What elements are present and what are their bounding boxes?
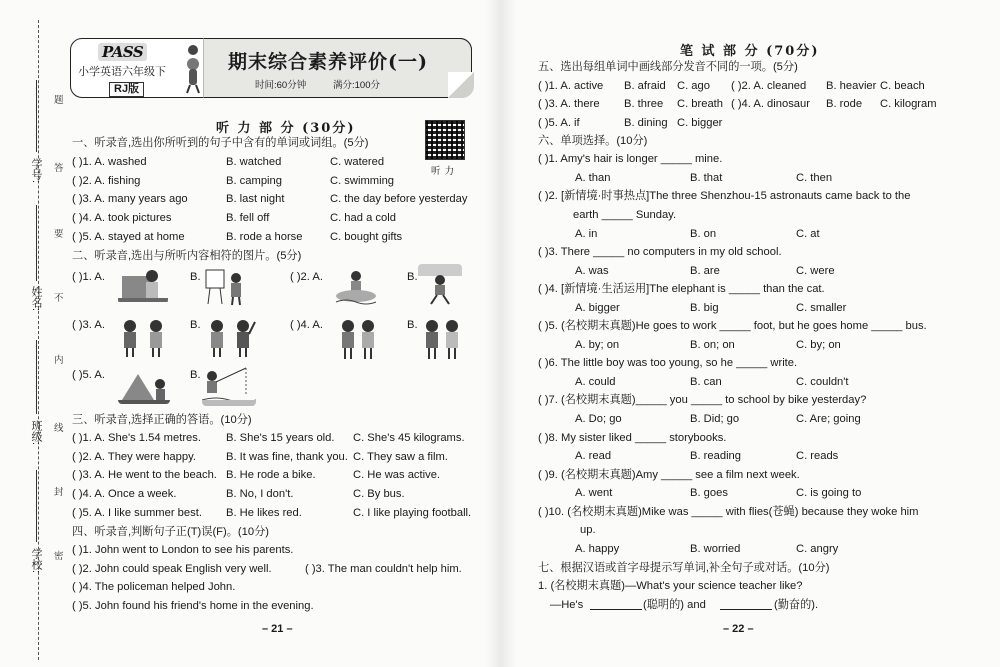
mc-question[interactable]: ( )2. [新情境·时事热点]The three Shenzhou-15 astronauts came back to the <box>538 190 911 202</box>
fill-answer-prefix: —He's <box>550 599 584 611</box>
option-c: C. then <box>796 172 833 184</box>
picture-girl-running[interactable] <box>418 264 462 306</box>
question-number[interactable]: ( )1. A. She's 1.54 metres. <box>72 432 201 444</box>
section-4-heading: 四、听录音,判断句子正(T)误(F)。(10分) <box>72 526 270 538</box>
tf-question[interactable]: ( )4. The policeman helped John. <box>72 581 236 593</box>
exam-score: 满分:100分 <box>333 80 380 91</box>
school-label: 学校: <box>30 548 42 574</box>
option-b: B. rode a horse <box>226 231 303 243</box>
picture-boy-swimming[interactable] <box>334 266 380 306</box>
answer-blank-2[interactable] <box>720 609 772 610</box>
mc-question-cont: up. <box>580 524 596 536</box>
school-blank[interactable] <box>36 470 37 542</box>
option-b: B. on <box>690 228 717 240</box>
picture-two-boys[interactable] <box>336 318 382 360</box>
option-a: A. bigger <box>575 302 620 314</box>
fill-question: 1. (名校期末真题)—What's your science teacher like? <box>538 580 803 592</box>
page-number-left: – 21 – <box>262 623 293 635</box>
question-number[interactable]: ( )1. A. washed <box>72 156 147 168</box>
option-a: A. Do; go <box>575 413 622 425</box>
mc-question-cont: earth _____ Sunday. <box>573 209 677 221</box>
question-number[interactable]: ( )4. A. <box>290 319 323 331</box>
qr-label: 听力 <box>431 166 459 177</box>
option-b-label: B. <box>190 319 201 331</box>
tf-question[interactable]: ( )2. John could speak English very well. <box>72 563 272 575</box>
option-c: C. watered <box>330 156 385 168</box>
option-c: C. couldn't <box>796 376 849 388</box>
exam-title: 期末综合素养评价(一) <box>228 51 428 73</box>
option-b: B. on; on <box>690 339 735 351</box>
mc-question[interactable]: ( )7. (名校期末真题)_____ you _____ to school by bike yesterday? <box>538 394 867 406</box>
option-b: B. fell off <box>226 212 270 224</box>
margin-char: 线 <box>54 423 64 434</box>
question-number[interactable]: ( )5. A. I like summer best. <box>72 507 202 519</box>
tf-question[interactable]: ( )3. The man couldn't help him. <box>305 563 462 575</box>
picture-children-talking[interactable] <box>118 318 170 358</box>
margin-char: 题 <box>54 95 64 106</box>
option-c: C. is going to <box>796 487 862 499</box>
mc-question[interactable]: ( )4. [新情境·生活运用]The elephant is _____ than the cat. <box>538 283 825 295</box>
option-b: B. big <box>690 302 719 314</box>
option-c: C. swimming <box>330 175 395 187</box>
option-b: B. that <box>690 172 723 184</box>
hint-smart: (聪明的) and <box>643 599 706 611</box>
margin-char: 密 <box>54 551 64 562</box>
option-b: B. worried <box>690 543 741 555</box>
question-number[interactable]: ( )2. A. They were happy. <box>72 451 196 463</box>
section-6-heading: 六、单项选择。(10分) <box>538 135 648 147</box>
option-c: C. Are; going <box>796 413 861 425</box>
page-curl-decoration <box>448 72 474 98</box>
option-c: C. He was active. <box>353 469 441 481</box>
name-label: 姓名: <box>30 286 42 312</box>
name-blank[interactable] <box>36 205 37 281</box>
option-c: C. by; on <box>796 339 841 351</box>
option-b: B. No, I don't. <box>226 488 294 500</box>
section-1-heading: 一、听录音,选出你所听到的句子中含有的单词或词组。(5分) <box>72 137 369 149</box>
hint-hardworking: (勤奋的). <box>774 599 819 611</box>
id-label: 学号: <box>30 158 42 184</box>
listening-section-title: 听 力 部 分 (30分) <box>216 121 356 136</box>
question-number[interactable]: ( )2. A. fishing <box>72 175 141 187</box>
pass-logo: PASS <box>98 43 147 61</box>
option-a: A. went <box>575 487 613 499</box>
mc-question[interactable]: ( )9. (名校期末真题)Amy _____ see a film next week. <box>538 469 800 481</box>
margin-char: 要 <box>54 229 64 240</box>
picture-boy-girl[interactable] <box>420 318 466 360</box>
question-number[interactable]: ( )1. A. <box>72 271 105 283</box>
option-b: B. heavier <box>826 80 877 92</box>
mc-question[interactable]: ( )10. (名校期末真题)Mike was _____ with flies(苍蝇) because they woke him <box>538 506 919 518</box>
option-b-label: B. <box>407 319 418 331</box>
question-number[interactable]: ( )5. A. <box>72 369 105 381</box>
option-b: B. dining <box>624 117 668 129</box>
option-b: B. reading <box>690 450 741 462</box>
question-number[interactable]: ( )2. A. cleaned <box>731 80 807 92</box>
mc-question[interactable]: ( )3. There _____ no computers in my old school. <box>538 246 782 258</box>
option-c: C. breath <box>677 98 724 110</box>
option-c: C. at <box>796 228 820 240</box>
margin-char: 不 <box>54 293 64 304</box>
mc-question[interactable]: ( )1. Amy's hair is longer _____ mine. <box>538 153 723 165</box>
class-label: 班级: <box>30 420 42 446</box>
section-3-heading: 三、听录音,选择正确的答语。(10分) <box>72 414 252 426</box>
option-a: A. read <box>575 450 612 462</box>
option-a: A. was <box>575 265 609 277</box>
series-label: 小学英语六年级下 <box>78 66 166 78</box>
option-b-label: B. <box>407 271 418 283</box>
option-a: A. could <box>575 376 616 388</box>
option-b: B. last night <box>226 193 285 205</box>
margin-char: 内 <box>54 355 64 366</box>
option-b-label: B. <box>190 271 201 283</box>
option-b: B. can <box>690 376 722 388</box>
picture-camping-tent[interactable] <box>118 366 170 404</box>
option-b: B. He likes red. <box>226 507 302 519</box>
option-c: C. had a cold <box>330 212 396 224</box>
mc-question[interactable]: ( )5. (名校期末真题)He goes to work _____ foot, but he goes home _____ bus. <box>538 320 927 332</box>
question-number[interactable]: ( )5. A. if <box>538 117 580 129</box>
option-c: C. They saw a film. <box>353 451 448 463</box>
tf-question[interactable]: ( )1. John went to London to see his parents. <box>72 544 294 556</box>
question-number[interactable]: ( )4. A. dinosaur <box>731 98 810 110</box>
section-5-heading: 五、选出每组单词中画线部分发音不同的一项。(5分) <box>538 61 798 73</box>
tf-question[interactable]: ( )5. John found his friend's home in the evening. <box>72 600 314 612</box>
picture-boy-painting[interactable] <box>202 266 250 306</box>
question-number[interactable]: ( )3. A. there <box>538 98 600 110</box>
question-number[interactable]: ( )4. A. took pictures <box>72 212 172 224</box>
option-b: B. afraid <box>624 80 666 92</box>
option-b: B. Did; go <box>690 413 740 425</box>
option-c: C. reads <box>796 450 839 462</box>
option-b-label: B. <box>190 369 201 381</box>
option-c: C. beach <box>880 80 925 92</box>
option-c: C. She's 45 kilograms. <box>353 432 465 444</box>
question-number[interactable]: ( )1. A. active <box>538 80 604 92</box>
mc-question[interactable]: ( )8. My sister liked _____ storybooks. <box>538 432 727 444</box>
section-2-heading: 二、听录音,选出与所听内容相符的图片。(5分) <box>72 250 302 262</box>
question-number[interactable]: ( )3. A. He went to the beach. <box>72 469 217 481</box>
margin-char: 封 <box>54 487 64 498</box>
section-7-heading: 七、根据汉语或首字母提示写单词,补全句子或对话。(10分) <box>538 562 830 574</box>
question-number[interactable]: ( )5. A. stayed at home <box>72 231 185 243</box>
class-blank[interactable] <box>36 340 37 414</box>
option-c: C. smaller <box>796 302 847 314</box>
option-c: C. kilogram <box>880 98 937 110</box>
option-b: B. It was fine, thank you. <box>226 451 348 463</box>
option-b: B. camping <box>226 175 282 187</box>
writing-section-title: 笔 试 部 分 (70分) <box>680 44 820 59</box>
question-number[interactable]: ( )2. A. <box>290 271 323 283</box>
question-number[interactable]: ( )3. A. many years ago <box>72 193 188 205</box>
option-c: C. bought gifts <box>330 231 403 243</box>
option-c: C. bigger <box>677 117 723 129</box>
picture-fishing[interactable] <box>202 366 256 406</box>
option-b: B. He rode a bike. <box>226 469 316 481</box>
option-a: A. by; on <box>575 339 620 351</box>
picture-girl-reading[interactable] <box>118 266 168 304</box>
option-c: C. ago <box>677 80 710 92</box>
option-b: B. watched <box>226 156 282 168</box>
edition-badge: RJ版 <box>109 82 144 97</box>
page-fold <box>486 0 516 667</box>
exam-time: 时间:60分钟 <box>255 80 307 91</box>
option-a: A. in <box>575 228 598 240</box>
option-a: A. happy <box>575 543 620 555</box>
mc-question[interactable]: ( )6. The little boy was too young, so he _____ write. <box>538 357 798 369</box>
qr-code-icon[interactable] <box>425 120 465 160</box>
option-b: B. She's 15 years old. <box>226 432 335 444</box>
option-c: C. angry <box>796 543 839 555</box>
option-c: C. I like playing football. <box>353 507 472 519</box>
option-b: B. goes <box>690 487 728 499</box>
option-b: B. three <box>624 98 664 110</box>
option-c: C. were <box>796 265 835 277</box>
question-number[interactable]: ( )4. A. Once a week. <box>72 488 177 500</box>
question-number[interactable]: ( )3. A. <box>72 319 105 331</box>
option-b: B. rode <box>826 98 863 110</box>
mascot-icon <box>182 42 204 94</box>
option-c: C. By bus. <box>353 488 405 500</box>
option-a: A. than <box>575 172 611 184</box>
page-number-right: – 22 – <box>723 623 754 635</box>
margin-char: 答 <box>54 163 64 174</box>
option-b: B. are <box>690 265 720 277</box>
id-blank[interactable] <box>36 80 37 152</box>
picture-children-waving[interactable] <box>205 318 257 358</box>
answer-blank-1[interactable] <box>590 609 642 610</box>
option-c: C. the day before yesterday <box>330 193 468 205</box>
